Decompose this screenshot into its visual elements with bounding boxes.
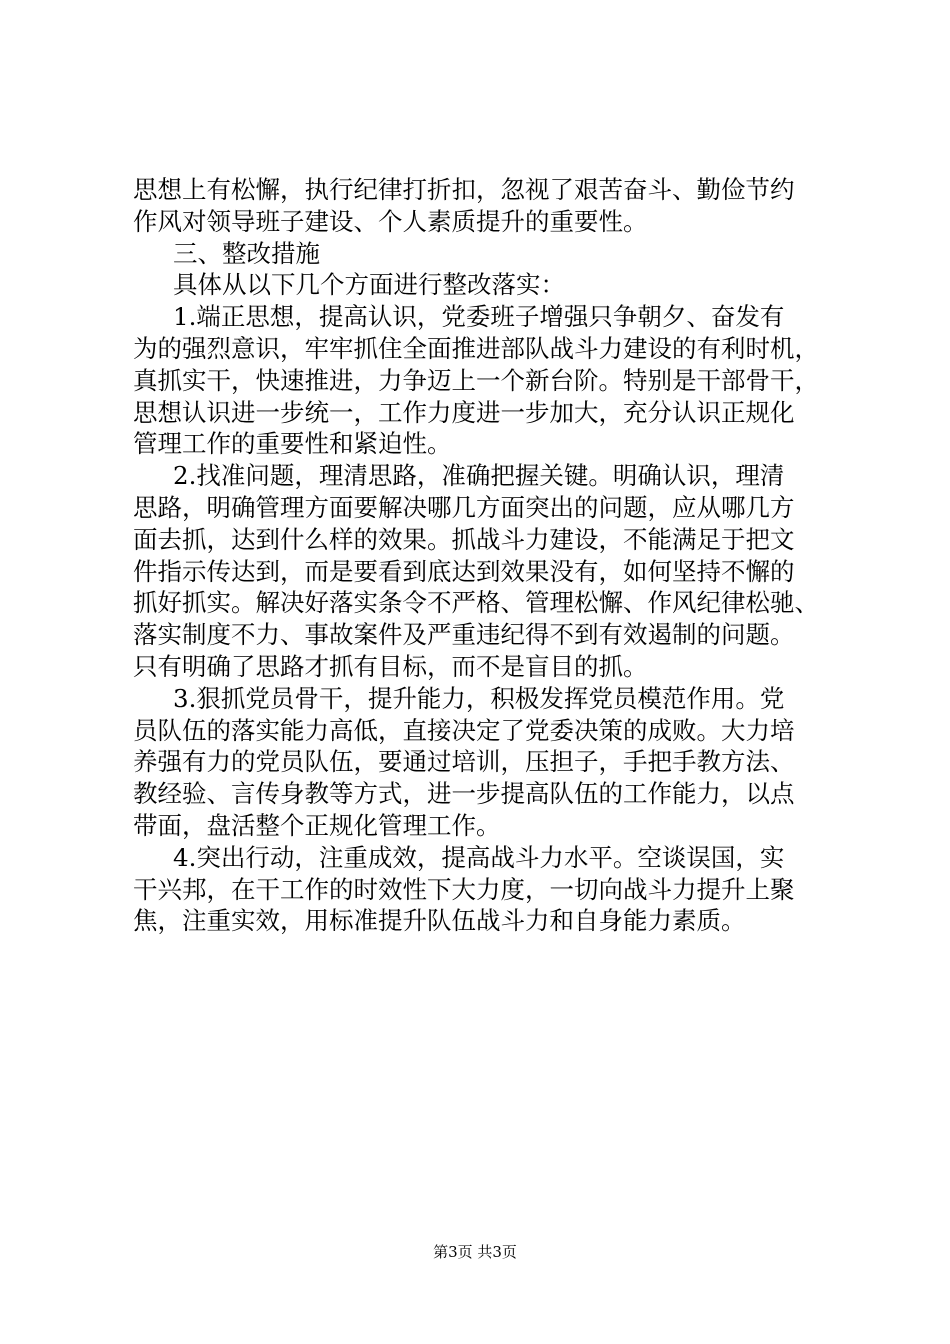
text-line: 1.端正思想，提高认识，党委班子增强只争朝夕、奋发有 (173, 302, 785, 332)
text-line: 教经验、言传身教等方式，进一步提高队伍的工作能力，以点 (133, 779, 795, 809)
text-line: 3.狠抓党员骨干，提升能力，积极发挥党员模范作用。党 (173, 683, 785, 713)
text-line: 具体从以下几个方面进行整改落实： (173, 270, 565, 300)
text-line: 只有明确了思路才抓有目标，而不是盲目的抓。 (133, 651, 648, 681)
text-line: 管理工作的重要性和紧迫性。 (133, 429, 452, 459)
text-line: 三、整改措施 (173, 238, 320, 268)
text-line: 作风对领导班子建设、个人素质提升的重要性。 (133, 206, 648, 236)
text-line: 养强有力的党员队伍，要通过培训，压担子，手把手教方法、 (133, 747, 795, 777)
text-line: 抓好抓实。解决好落实条令不严格、管理松懈、作风纪律松驰、 (133, 588, 819, 618)
text-line: 4.突出行动，注重成效，提高战斗力水平。空谈误国，实 (173, 842, 785, 872)
text-line: 思想上有松懈，执行纪律打折扣，忽视了艰苦奋斗、勤俭节约 (133, 175, 795, 204)
text-line: 真抓实干，快速推进，力争迈上一个新台阶。特别是干部骨干， (133, 365, 819, 395)
text-line: 落实制度不力、事故案件及严重违纪得不到有效遏制的问题。 (133, 620, 795, 650)
text-line: 思路，明确管理方面要解决哪几方面突出的问题，应从哪几方 (133, 492, 795, 522)
page-footer: 第3页 共3页 (433, 1243, 517, 1261)
text-line: 带面，盘活整个正规化管理工作。 (133, 810, 501, 840)
text-line: 2.找准问题，理清思路，准确把握关键。明确认识，理清 (173, 461, 785, 491)
text-line: 为的强烈意识，牢牢抓住全面推进部队战斗力建设的有利时机， (133, 333, 819, 363)
text-line: 干兴邦，在干工作的时效性下大力度，一切向战斗力提升上聚 (133, 874, 795, 904)
document-body (133, 174, 833, 937)
text-line: 员队伍的落实能力高低，直接决定了党委决策的成败。大力培 (133, 715, 795, 745)
text-line: 思想认识进一步统一，工作力度进一步加大，充分认识正规化 (133, 397, 795, 427)
text-line: 件指示传达到，而是要看到底达到效果没有，如何坚持不懈的 (133, 556, 795, 586)
text-line: 面去抓，达到什么样的效果。抓战斗力建设，不能满足于把文 (133, 524, 795, 554)
text-line: 焦，注重实效，用标准提升队伍战斗力和自身能力素质。 (133, 906, 746, 936)
